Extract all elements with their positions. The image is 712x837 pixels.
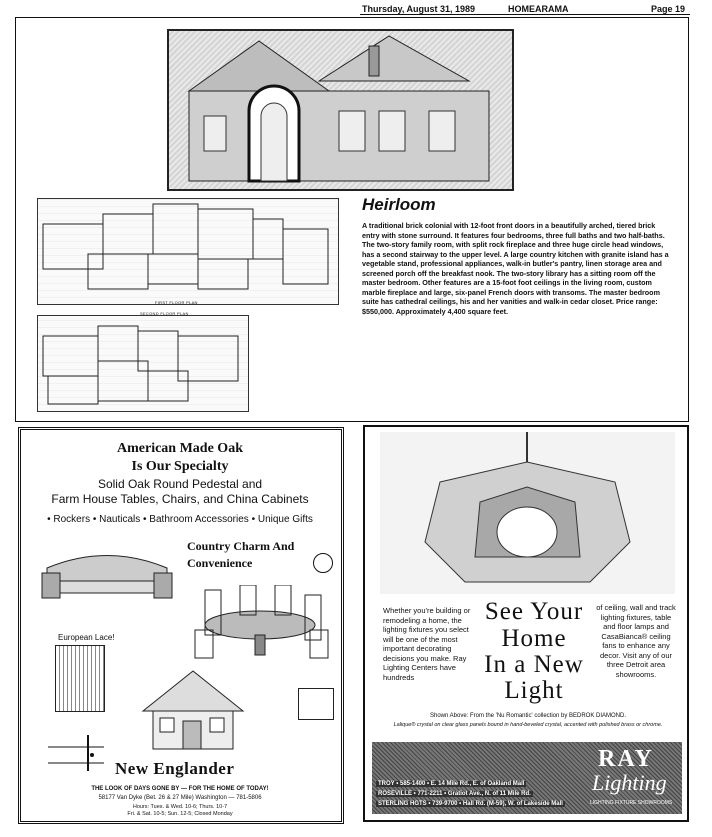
header-page-number: Page 19 xyxy=(651,4,686,14)
ray-location-troy: TROY • 585-1400 • E. 14 Mile Rd., E. of Oakland Mall xyxy=(378,781,525,787)
header-section: HOMEARAMA xyxy=(508,4,569,14)
oak-ad-title-line2: Is Our Specialty xyxy=(131,459,229,474)
lace-curtain-image xyxy=(55,645,105,712)
ray-location-roseville: ROSEVILLE • 771-2211 • Gratiot Ave., N. of 11 Mile Rd. xyxy=(378,791,531,797)
house-drawing xyxy=(169,31,512,189)
location-map-drawing xyxy=(48,735,104,771)
ray-ad-headline-line1: See Your xyxy=(484,598,584,625)
oak-ad-lace-label: European Lace! xyxy=(58,633,115,642)
oak-ad-charm-line1: Country Charm And xyxy=(187,539,295,553)
oak-ad-subtitle-line1: Solid Oak Round Pedestal and xyxy=(97,477,263,491)
sofa-drawing xyxy=(37,543,177,608)
oak-ad-hours-line2: Fri. & Sat. 10-5; Sun. 12-5; Closed Monday xyxy=(127,811,233,817)
dining-set-drawing xyxy=(185,585,335,660)
second-floor-plan-drawing xyxy=(38,316,246,409)
sofa-illustration xyxy=(37,543,177,608)
new-englander-brand: New Englander xyxy=(115,759,235,778)
oak-ad-charm-line2: Convenience xyxy=(187,556,253,570)
ray-ad-right-copy: of ceiling, wall and track lighting fixtures, table and floor lamps and CasaBianca® ceiling fans to enhance any decor. Visit any of our three Detroit area showrooms. xyxy=(596,603,676,679)
oak-ad-seal-icon xyxy=(313,553,333,573)
ray-location-sterling-heights: STERLING HGTS • 739-9700 • Hall Rd. (M-59), W. of Lakeside Mall xyxy=(378,801,563,807)
dining-set-illustration xyxy=(185,585,335,660)
ray-lighting-logo-tag: LIGHTING FIXTURE SHOWROOMS xyxy=(590,800,673,806)
new-englander-house-drawing xyxy=(138,666,248,751)
ray-ad-headline-line3: In a New xyxy=(484,651,584,678)
ray-ad-headline-line4: Light xyxy=(504,677,564,704)
oak-ad-tagline: THE LOOK OF DAYS GONE BY — FOR THE HOME OF TODAY! xyxy=(91,786,269,792)
ray-lighting-logo-lighting: Lighting xyxy=(592,770,667,795)
chandelier-drawing xyxy=(380,432,675,594)
first-floor-plan-drawing xyxy=(38,199,336,302)
second-floor-plan-image xyxy=(37,315,249,412)
heirloom-title: Heirloom xyxy=(362,195,436,214)
first-floor-plan-image xyxy=(37,198,339,305)
ray-lighting-logo-ray: RAY xyxy=(598,746,654,772)
ray-ad-headline-line2: Home xyxy=(501,625,567,652)
chandelier-image xyxy=(380,432,675,594)
new-englander-house-illustration xyxy=(138,666,248,751)
oak-ad-hours-line1: Hours: Tues. & Wed. 10-6; Thurs. 10-7 xyxy=(132,804,228,810)
ray-ad-shown-above: Shown Above: From the 'Nu Romantic' collection by BEDROK DIAMOND. xyxy=(429,713,627,719)
first-floor-plan-label: FIRST FLOOR PLAN xyxy=(155,300,198,305)
header-rule xyxy=(360,14,690,15)
heirloom-description: A traditional brick colonial with 12-foot front doors in a beautifully arched, tiered brick entry with stone surround. It features four bedrooms, three full baths and two half-baths. The two-story family room, with split rock fireplace and three huge circle head windows, has a second stairway to the upper level. A large country kitchen with granite island has a vegetable stand, professional appliances, walk-in butler's pantry, linen storage area and screened porch off the breakfast nook. The two-story library has a sitting room off the master bedroom. Other features are a 15-foot foot ceilings in the living room, custom marble fireplace and large, six-panel French doors with transoms. The master bedroom suite has cathedral ceilings, his and her vanities and walk-in cedar closet. Price range: $550,000. Approximately 4,400 square feet. xyxy=(362,221,669,316)
second-floor-plan-label: SECOND FLOOR PLAN xyxy=(140,311,189,316)
oak-ad-items: • Rockers • Nauticals • Bathroom Accessories • Unique Gifts xyxy=(47,514,313,525)
oak-ad-address: 58177 Van Dyke (Bet. 26 & 27 Mile) Washington — 781-5806 xyxy=(98,795,262,801)
oak-ad-title-line1: American Made Oak xyxy=(117,441,243,456)
ray-ad-left-copy: Whether you're building or remodeling a home, the lighting fixtures you select will be one of the most important decorating decisions you make. Ray Lighting Centers have hundreds xyxy=(383,606,471,682)
location-map xyxy=(48,735,104,771)
ray-ad-lalique-note: Lalique® crystal on clear glass panels bound in hand-beveled crystal, accented with polished brass or chrome. xyxy=(393,722,663,728)
oak-ad-subtitle-line2: Farm House Tables, Chairs, and China Cabinets xyxy=(51,492,309,506)
oak-ad-emblem-icon xyxy=(298,688,334,720)
house-rendering-image xyxy=(167,29,514,191)
header-date: Thursday, August 31, 1989 xyxy=(362,4,476,14)
